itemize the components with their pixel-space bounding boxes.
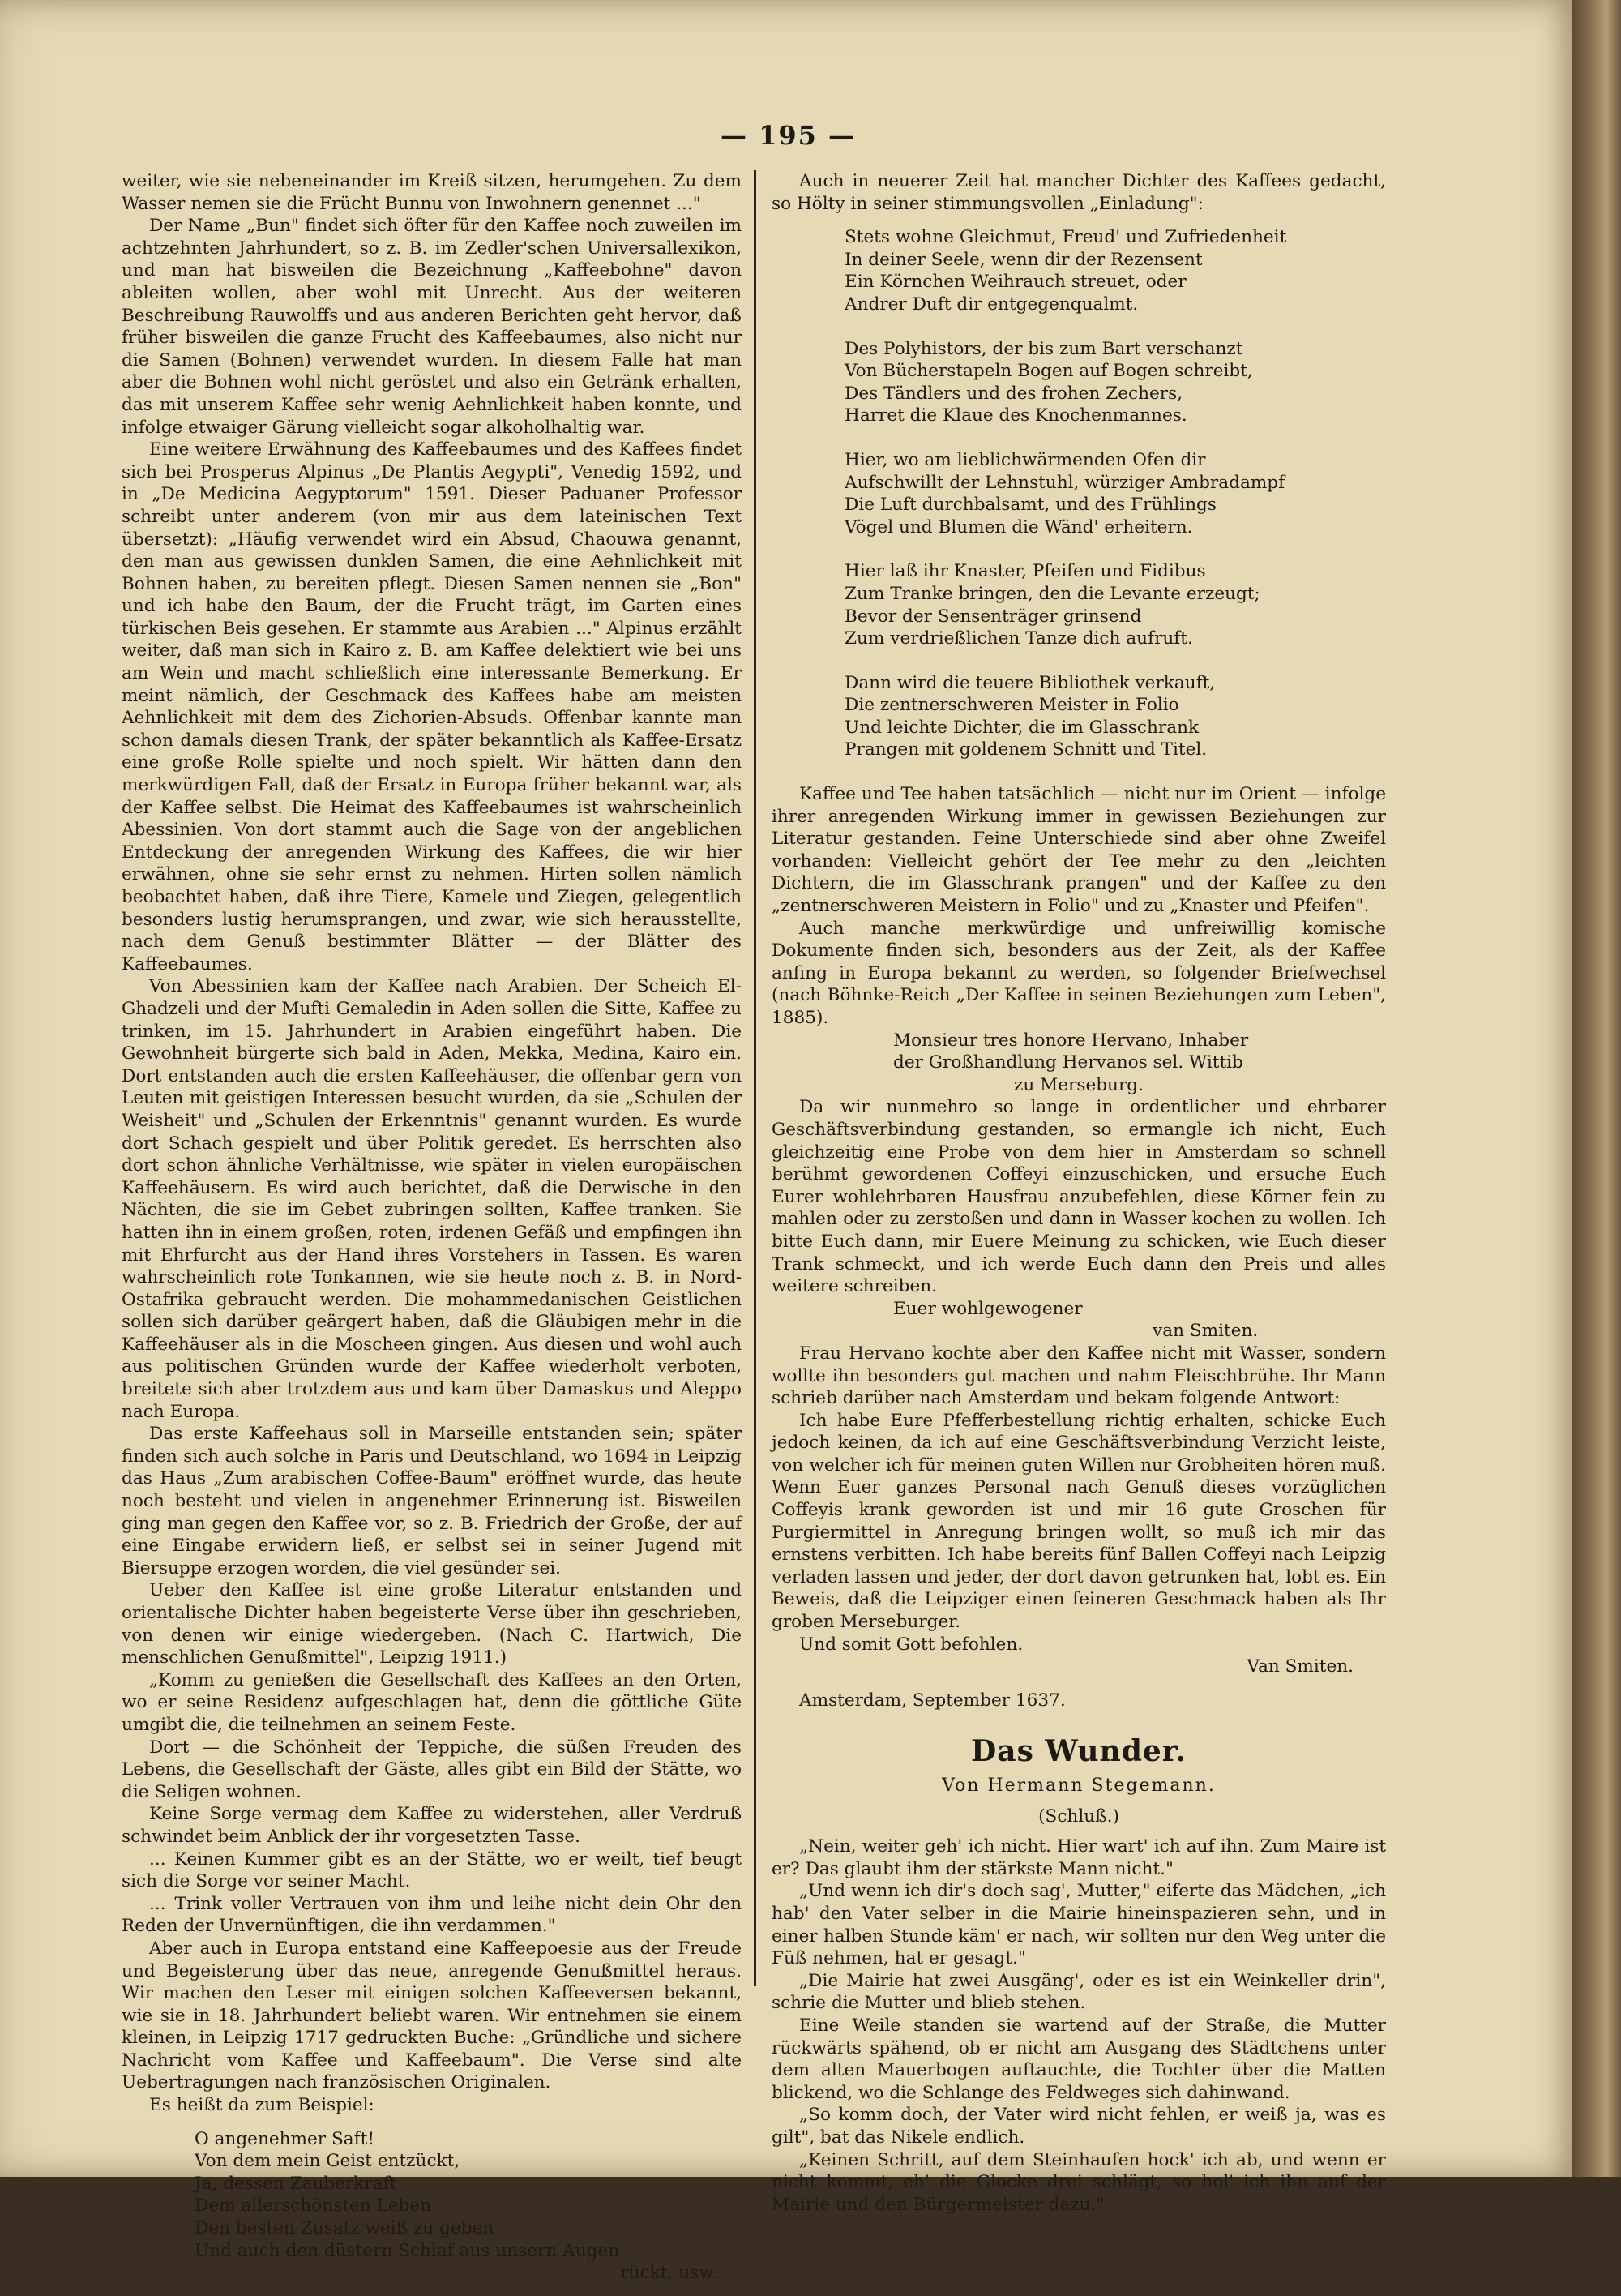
poem-line: Und leichte Dichter, die im Glasschrank <box>845 717 1200 738</box>
left-paragraph-8: Dort — die Schönheit der Teppiche, die süßen Freuden des Lebens, die Gesellschaft der Gäste, alles gibt ein Bild der Stätte, wo die Seligen wohnen. <box>122 1737 742 1802</box>
poem-stanza <box>845 560 1386 649</box>
story-paragraph: „So komm doch, der Vater wird nicht fehlen, er weiß ja, was es gilt", bat das Nikele endlich. <box>772 2105 1386 2148</box>
poem-line: Des Tändlers und des frohen Zechers, <box>845 383 1183 404</box>
poem-line: Ein Körnchen Weihrauch streuet, oder <box>845 272 1187 293</box>
left-paragraph-1: weiter, wie sie nebeneinander im Kreiß sitzen, herumgehen. Zu dem Wasser nemen sie die Frücht Bunnu von Inwohnern genennet ..." <box>122 171 742 214</box>
poem-stanza <box>845 449 1386 538</box>
left-paragraph-13: Es heißt da zum Beispiel: <box>149 2095 374 2116</box>
story-byline: Von Hermann Stegemann. <box>942 1776 1216 1796</box>
right-column <box>772 170 1386 2216</box>
poem-line: Harret die Klaue des Knochenmannes. <box>845 405 1187 426</box>
letter-2-signature: Van Smiten. <box>1247 1656 1354 1677</box>
poem-line: Dem allerschönsten Leben <box>195 2195 432 2217</box>
right-paragraph-2: Auch manche merkwürdige und unfreiwillig komische Dokumente finden sich, besonders aus der Zeit, als der Kaffee anfing in Europa bekannt zu werden, so folgender Briefwechsel (nach Böhnke-Reich „Der Kaffee in seinen Beziehungen zum Leben", 1885). <box>772 918 1386 1028</box>
story-note: (Schluß.) <box>1038 1806 1119 1827</box>
poem-line: Von Bücherstapeln Bogen auf Bogen schreibt, <box>845 361 1253 382</box>
left-paragraph-12: Aber auch in Europa entstand eine Kaffeepoesie aus der Freude und Begeisterung über das neue, anregende Genußmittel heraus. Wir machen den Leser mit einigen solchen Kaffeeversen bekannt, wie sie in 18. Jahrhundert beliebt waren. Wir entnehmen sie einem kleinen, in Leipzig 1717 gedruckten Buche: „Gründliche und sichere Nachricht vom Kaffee und Kaffeebaum". Die Verse sind alte Uebertragungen nach französischen Originalen. <box>122 1938 742 2093</box>
letter-date: Amsterdam, September 1637. <box>799 1690 1066 1711</box>
letter-2-closing: Und somit Gott befohlen. <box>799 1634 1024 1655</box>
poem-line: Dann wird die teuere Bibliothek verkauft, <box>845 672 1216 693</box>
story-paragraph: Eine Weile standen sie wartend auf der Straße, die Mutter rückwärts spähend, ob er nicht am Ausgang des Städtchens unter dem alten Mauerbogen auftauchte, die Tochter über die Matten blickend, wo die Schlange des Feldweges sich dahinwand. <box>772 2015 1386 2103</box>
left-paragraph-3: Eine weitere Erwähnung des Kaffeebaumes und des Kaffees findet sich bei Prosperus Alpinus „De Plantis Aegypti", Venedig 1592, und in „De Medicina Aegyptorum" 1591. Dieser Paduaner Professor schreibt unter anderem (von mir aus dem lateinischen Text übersetzt): „Häufig verwendet wird ein Absud, Chaouwa genannt, den man aus gewissen dunklen Samen, die eine Aehnlichkeit mit Bohnen haben, zu bereiten pflegt. Diesen Samen nennen sie „Bon" und ich habe den Baum, der die Frucht trägt, im Garten eines türkischen Beis gesehen. Er stammte aus Arabien ..." Alpinus erzählt weiter, daß man sich in Kairo z. B. am Kaffee delektiert wie bei uns am Wein und macht schließlich eine interessante Bemerkung. Er meint nämlich, der Geschmack des Kaffees habe am meisten Aehnlichkeit mit dem des Zichorien-Absuds. Offenbar kannte man schon damals diesen Trank, der später bekanntlich als Kaffee-Ersatz eine große Rolle spielte und noch spielt. Wir hätten dann den merkwürdigen Fall, daß der Ersatz in Europa früher bekannt war, als der Kaffee selbst. Die Heimat des Kaffeebaumes ist wahrscheinlich Abessinien. Von dort stammt auch die Sage von der angeblichen Entdeckung der anregenden Wirkung des Kaffees, die wir hier erwähnen, ohne sie sehr ernst zu nehmen. Hirten sollen nämlich beobachtet haben, daß ihre Tiere, Kamele und Ziegen, gelegentlich besonders lustig herumsprangen, und zwar, wie sich herausstellte, nach dem Genuß bestimmter Blätter — der Blätter des Kaffeebaumes. <box>122 439 742 975</box>
poem-line: Des Polyhistors, der bis zum Bart verschanzt <box>845 338 1243 359</box>
left-column <box>122 170 742 2296</box>
story-paragraph: „Die Mairie hat zwei Ausgäng', oder es ist ein Weinkeller drin", schrie die Mutter und blieb stehen. <box>772 1970 1386 2014</box>
poem-line-end: rückt, usw. <box>620 2263 717 2284</box>
left-paragraph-4: Von Abessinien kam der Kaffee nach Arabien. Der Scheich El-Ghadzeli und der Mufti Gemaledin in Aden sollen die Sitte, Kaffee zu trinken, im 15. Jahrhundert in Arabien eingeführt haben. Die Gewohnheit bürgerte sich bald in Aden, Mekka, Medina, Kairo ein. Dort entstanden auch die ersten Kaffeehäuser, die offenbar gern von Leuten mit geistigen Interessen besucht wurden, da sie „Schulen der Weisheit" und „Schulen der Erkenntnis" genannt wurden. Es wurde dort Schach gespielt und über Politik geredet. Es herrschten also dort schon ähnliche Verhältnisse, wie später in vielen europäischen Kaffeehäusern. Es wird auch berichtet, daß die Derwische in den Nächten, die sie im Gebet zubringen sollten, Kaffee tranken. Sie hatten ihn in einem großen, roten, irdenen Gefäß und empfingen ihn mit Ehrfurcht aus der Hand ihres Vorstehers in Tassen. Es waren wahrscheinlich rote Tonkannen, wie sie heute noch z. B. in Nord-Ostafrika gebraucht werden. Die mohammedanischen Geistlichen sollen sich darüber geärgert haben, daß die Gläubigen mehr in die Kaffeehäuser als in die Moscheen gingen. Aus diesen und wohl auch aus politischen Gründen wurde der Kaffee wiederholt verboten, breitete sich aber trotzdem aus und kam über Damaskus und Aleppo nach Europa. <box>122 976 742 1422</box>
poem-line: Zum Tranke bringen, den die Levante erzeugt; <box>845 583 1260 604</box>
letter-address-line: zu Merseburg. <box>1014 1074 1144 1095</box>
right-intro: Auch in neuerer Zeit hat mancher Dichter des Kaffees gedacht, so Hölty in seiner stimmungsvollen „Einladung": <box>772 171 1386 214</box>
poem-line: Ja, dessen Zauberkraft <box>195 2173 397 2194</box>
column-divider <box>754 170 756 1986</box>
left-paragraph-5: Das erste Kaffeehaus soll in Marseille entstanden sein; später finden sich auch solche in Paris und Deutschland, wo 1694 in Leipzig das Haus „Zum arabischen Coffee-Baum" eröffnet wurde, das heute noch besteht und vielen in angenehmer Erinnerung ist. Bisweilen ging man gegen den Kaffee vor, so z. B. Friedrich der Große, der auf eine Eingabe erwidern ließ, er selbst sei in seiner Jugend mit Biersuppe erzogen worden, die viel gesünder sei. <box>122 1424 742 1578</box>
poem-line: Die Luft durchbalsamt, und des Frühlings <box>845 495 1217 516</box>
letter-address-line: der Großhandlung Hervanos sel. Wittib <box>893 1052 1243 1073</box>
poem-line: Den besten Zusatz weiß zu geben <box>195 2218 494 2239</box>
poem-stanza <box>845 338 1386 427</box>
poem-line: Stets wohne Gleichmut, Freud' und Zufriedenheit <box>845 227 1287 248</box>
letter-2-body: Ich habe Eure Pfefferbestellung richtig erhalten, schicke Euch jedoch keinen, da ich auf eine Geschäftsverbindung Verzicht leiste, von welcher ich für meinen guten Willen nur Grobheiten hören muß. Wenn Euer ganzes Personal nach Genuß dieses vorzüglichen Coffeyis krank geworden ist und mir 16 gute Groschen für Purgiermittel in Anregung bringen wollt, so muß ich mir das ernstens verbitten. Ich habe bereits fünf Ballen Coffeyi nach Leipzig verladen lassen und jeder, der dort davon getrunken hat, lobt es. Ein Beweis, daß die Leipziger einen feineren Geschmack haben als Ihr groben Merseburger. <box>772 1410 1386 1633</box>
letter-address-line: Monsieur tres honore Hervano, Inhaber <box>893 1030 1249 1051</box>
left-paragraph-11: ... Trink voller Vertrauen von ihm und leihe nicht dein Ohr den Reden der Unvernünftigen, die ihn verdammen." <box>122 1893 742 1937</box>
poem-line: Und auch den düstern Schlaf aus unsern Augen <box>195 2240 620 2261</box>
poem-line: Zum verdrießlichen Tanze dich aufruft. <box>845 628 1193 649</box>
poem-line: O angenehmer Saft! <box>195 2128 375 2149</box>
letter-1-closing: Euer wohlgewogener <box>893 1298 1083 1319</box>
poem-line: Hier laß ihr Knaster, Pfeifen und Fidibus <box>845 561 1206 582</box>
story-paragraph: „Keinen Schritt, auf dem Steinhaufen hock' ich ab, und wenn er nicht kommt, eh' die Glocke drei schlägt, so hol' ich ihn auf der Mairie und den Bürgermeister dazu." <box>772 2149 1386 2215</box>
right-paragraph-1: Kaffee und Tee haben tatsächlich — nicht nur im Orient — infolge ihrer anregenden Wirkung immer in gewissen Beziehungen zur Literatur gestanden. Feine Unterschiede sind aber ohne Zweifel vorhanden: Vielleicht gehört der Tee mehr zu den „leichten Dichtern, die im Glasschrank prangen" und der Kaffee zu den „zentnerschweren Meistern in Folio" und zu „Knaster und Pfeifen". <box>772 784 1386 917</box>
left-paragraph-10: ... Keinen Kummer gibt es an der Stätte, wo er weilt, tief beugt sich die Sorge vor seiner Macht. <box>122 1848 742 1892</box>
poem-line: Andrer Duft dir entgegenqualmt. <box>845 293 1139 315</box>
left-paragraph-9: Keine Sorge vermag dem Kaffee zu widerstehen, aller Verdruß schwindet beim Anblick der ihr vorgesetzten Tasse. <box>122 1804 742 1847</box>
page-number: — 195 — <box>720 120 857 151</box>
poem-line: Bevor der Sensenträger grinsend <box>845 606 1142 627</box>
left-paragraph-2: Der Name „Bun" findet sich öfter für den Kaffee noch zuweilen im achtzehnten Jahrhundert, so z. B. im Zedler'schen Universallexikon, und man hat bisweilen die Bezeichnung „Kaffeebohne" davon ableiten wollen, aber wohl mit Unrecht. Aus der weiteren Beschreibung Rauwolffs und aus anderen Berichten geht hervor, daß früher bisweilen die ganze Frucht des Kaffeebaumes, also nicht nur die Samen (Bohnen) verwendet wurden. In diesem Falle hat man aber die Bohnen wohl nicht geröstet und also ein Getränk erhalten, das mit unserem Kaffee sehr wenig Aehnlichkeit haben konnte, und infolge etwaiger Gärung vielleicht sogar alkoholhaltig war. <box>122 216 742 438</box>
poem-line: In deiner Seele, wenn dir der Rezensent <box>845 249 1203 270</box>
poem-line: Aufschwillt der Lehnstuhl, würziger Ambradampf <box>845 472 1285 493</box>
story-paragraph: „Nein, weiter geh' ich nicht. Hier wart' ich auf ihn. Zum Maire ist er? Das glaubt ihm der stärkste Mann nicht." <box>772 1836 1386 1879</box>
poem-stanza <box>845 672 1386 761</box>
poem-line: Hier, wo am lieblichwärmenden Ofen dir <box>845 449 1206 470</box>
story-title: Das Wunder. <box>971 1734 1187 1769</box>
letter-1-body: Da wir nunmehro so lange in ordentlicher und ehrbarer Geschäftsverbindung gestanden, so ermangle ich nicht, Euch gleichzeitig eine Probe von dem hier in Amsterdam so schnell berühmt gewordenen Coffeyi einzuschicken, und ersuche Euch Eurer wohlehrbaren Hausfrau anzubefehlen, diese Körner fein zu mahlen oder zu zerstoßen und dann in Wasser kochen zu wollen. Ich bitte Euch dann, mir Euere Meinung zu schicken, wie Euch dieser Trank schmeckt, und ich werde Euch dann den Preis und alles weitere schreiben. <box>772 1097 1386 1297</box>
right-paragraph-3: Frau Hervano kochte aber den Kaffee nicht mit Wasser, sondern wollte ihn besonders gut machen und nahm Fleischbrühe. Ihr Mann schrieb darüber nach Amsterdam und bekam folgende Antwort: <box>772 1343 1386 1409</box>
left-paragraph-6: Ueber den Kaffee ist eine große Literatur entstanden und orientalische Dichter haben begeisterte Verse über ihn geschrieben, von denen wir einige wiedergeben. (Nach C. Hartwich, Die menschlichen Genußmittel", Leipzig 1911.) <box>122 1580 742 1668</box>
letter-1-signature: van Smiten. <box>1153 1321 1259 1342</box>
poem-line: Prangen mit goldenem Schnitt und Titel. <box>845 739 1208 760</box>
poem-line: Vögel und Blumen die Wänd' erheitern. <box>845 516 1193 538</box>
story-paragraph: „Und wenn ich dir's doch sag', Mutter," eiferte das Mädchen, „ich hab' den Vater selber in die Mairie hineinspazieren sehn, und in einer halben Stunde käm' er nach, wir sollten nur den Weg unter die Füß nehmen, hat er gesagt." <box>772 1881 1386 1969</box>
poem-line: Die zentnerschweren Meister in Folio <box>845 695 1179 716</box>
left-paragraph-7: „Komm zu genießen die Gesellschaft des Kaffees an den Orten, wo er seine Residenz aufgeschlagen hat, denn die göttliche Güte umgibt die, die teilnehmen an seinem Feste. <box>122 1669 742 1735</box>
poem-stanza <box>845 226 1386 315</box>
hoelty-poem <box>845 226 1386 761</box>
left-poem <box>195 2128 742 2285</box>
poem-line: Von dem mein Geist entzückt, <box>195 2151 460 2172</box>
book-binding-edge <box>1572 0 1621 2177</box>
